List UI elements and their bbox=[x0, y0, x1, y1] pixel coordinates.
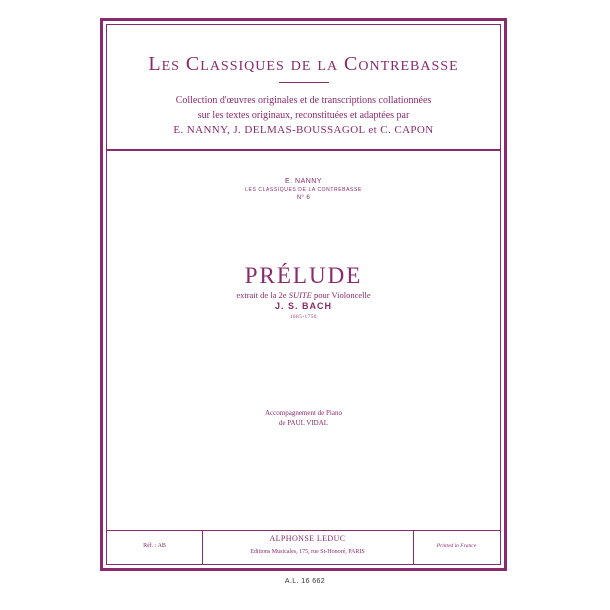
header-divider bbox=[107, 149, 500, 151]
subtitle-suite: SUITE bbox=[288, 290, 312, 300]
publisher-address: Editions Musicales, 175, rue St-Honoré, PARIS bbox=[250, 549, 365, 555]
work-subtitle bbox=[107, 290, 500, 300]
editors-line: E. NANNY, J. DELMAS-BOUSSAGOL et C. CAPON bbox=[173, 124, 434, 136]
collection-line-1: Collection d'œuvres originales et de transcriptions collationnées bbox=[175, 95, 432, 106]
edition-number: N° 6 bbox=[296, 195, 311, 201]
series-title: Les Classiques de la Contrebasse bbox=[148, 53, 459, 75]
composer-name: J. S. BACH bbox=[274, 301, 332, 311]
edition-editor: E. NANNY bbox=[284, 178, 323, 185]
plate-number: A.L. 16 662 bbox=[284, 578, 326, 585]
title-underline bbox=[279, 82, 329, 83]
accompaniment-line-2: de PAUL VIDAL bbox=[278, 419, 329, 427]
subtitle-prefix: extrait de la 2e bbox=[236, 290, 287, 300]
subtitle-suffix: pour Violoncelle bbox=[313, 290, 371, 300]
reference-label: Réf. : AB bbox=[143, 543, 166, 549]
edition-series: LES CLASSIQUES DE LA CONTREBASSE bbox=[245, 187, 362, 193]
composer-dates: 1685-1750 bbox=[289, 315, 318, 320]
cover-frame bbox=[100, 18, 507, 571]
accompaniment-line-1: Accompagnement de Piano bbox=[265, 409, 342, 417]
collection-line-2: sur les textes originaux, reconstituées et adaptées par bbox=[197, 110, 410, 121]
work-title: PRÉLUDE bbox=[244, 263, 363, 288]
header-block bbox=[107, 25, 500, 149]
cover-inner-frame bbox=[106, 24, 501, 565]
accompaniment-block bbox=[107, 408, 500, 428]
edition-block bbox=[107, 177, 500, 203]
publisher-name: ALPHONSE LEDUC bbox=[269, 534, 346, 543]
footer-divider bbox=[107, 530, 500, 531]
printed-in-label: Printed in France bbox=[436, 543, 477, 549]
